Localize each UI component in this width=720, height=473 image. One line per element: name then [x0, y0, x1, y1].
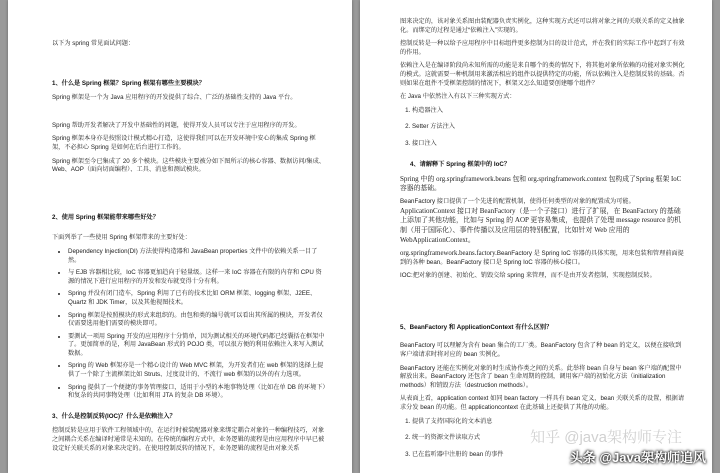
q4-p1-lead: Spring 中的	[400, 175, 437, 184]
document-page-left	[8, 0, 352, 473]
q5-paragraph-3: 从表面上看，application context 如同 bean factory 一样具有 bean 定义、bean 关联关系的设置，根据请求分发 bean 的功能。但 applicationcontext 在此基础上还提供了其他的功能。	[400, 395, 685, 412]
list-item: 1. 构造器注入	[412, 107, 686, 116]
q4-paragraph-1	[400, 175, 686, 193]
list-item: • Spring 的 Web 框架亦是一个精心设计的 Web MVC 框架，为开发者们在 web 框架的选择上提供了一个除了主流框架比如 Struts、过度设计的、不流行 web 框架的以外的有力选项。	[68, 362, 326, 379]
question-2-heading: 2、使用 Spring 框架能带来哪些好处？	[52, 213, 159, 221]
list-item: 3. 接口注入	[412, 140, 686, 149]
q4-paragraph-2	[400, 198, 686, 245]
q1-paragraph-2: Spring 帮助开发者解决了开发中基础性的问题，使得开发人员可以专注于应用程序的开发。	[52, 121, 301, 129]
q5-paragraph-1: BeanFactory 可以理解为含有 bean 集合的工厂类。BeanFactory 包含了种 bean 的定义，以便在接收到客户端请求时将对应的 bean 实例化。	[400, 342, 682, 359]
question-3-heading: 3、什么是控制反转(IOC)？什么是依赖注入？	[52, 412, 176, 420]
q4-p1-packages: org.springframework.beans 包和 org.springframework.context 包构成了Spring 框架 IoC 容器的基础。	[400, 176, 682, 193]
q1-paragraph-4: Spring 框架至今已集成了 20 多个模块。这些模块主要被分如下图所示的核心容器、数据访问/集成、Web、AOP（面向切面编程）、工具、消息和测试模块。	[52, 157, 325, 174]
ioc-paragraph-3: 依赖注入是在编译阶段尚未知所需的功能是来自哪个的类的情况下，将其他对象所依赖的功能对象实例化的模式。这就需要一种机制用来激活相应的组件以提供特定的功能，所以依赖注入是控制反转的基础。否则如果在组件不受框架控制的情况下，框架又怎么知道要创建哪个组件？	[400, 62, 685, 87]
ioc-paragraph-1: 图来决定的，该对象关系图由装配器负责实例化，这种实现方式还可以将对象之间的关联关系的定义抽象化。而绑定的过程是通过“依赖注入”实现的。	[400, 18, 685, 34]
q4-p3-package: org.springframework.beans.factory.	[400, 250, 497, 258]
question-5-heading: 5、BeanFactory 和 ApplicationContext 有什么区别？	[400, 323, 553, 331]
q4-paragraph-3	[400, 250, 686, 267]
q4-p2-rest: ApplicationContext 接口对 BeanFactory（是一个子接口）进行了扩展，在 BeanFactory 的基础上添加了其他功能，比如与 Spring 的 AOP 更容易集成，也提供了处理 message resource 的机制（用于国际化）、事件传播以及应用层的特别配置，比如针对 Web 应用的WebApplicationContext。	[400, 206, 682, 244]
q5-paragraph-2: BeanFactory 还能在实例化对象的时生成协作类之间的关系。此举将 bean 自身与 bean 客户端的配置中解放出来。BeanFactory 还包含了 bean 生命周期的控制，调用客户端的初始化方法（initialization methods）和销毁方法（destruction methods）。	[400, 364, 682, 389]
watermark: 头条 @Java架构师追风	[569, 450, 706, 466]
q3-paragraph-1: 控制反转是应用于软件工程领域中的，在运行时被装配器对象来绑定耦合对象的一种编程技巧，对象之间耦合关系在编译时通常是未知的。在传统的编程方式中，业务逻辑的流程是由应用程序中早已被设定好关联关系的对象来决定的。在使用控制反转的情况下，业务逻辑的流程是由对象关系	[52, 427, 325, 452]
list-item: • 与 EJB 容器相比较，IoC 容器更加趋向于轻量级。这样一来 IoC 容器在有限的内存和 CPU 资源的情况下进行应用程序的开发和发布就变得十分有利。	[68, 269, 326, 286]
list-item: • 要测试一项用 Spring 开发的应用程序十分简单，因为测试相关的环境代码都已经囊括在框架中了。更加简单的是，利用 JavaBean 形式的 POJO 类，可以很方便的利用依赖注入来写入测试数据。	[68, 333, 326, 359]
q4-p3-rest: BeanFactory 是 Spring IoC 容器的具体实现，用来包装和管理前面提到的各种 bean。BeanFactory 接口是 Spring IoC 容器的核心接口。	[400, 250, 684, 266]
watermark-ghost: 知乎 @java架构师专注	[530, 429, 682, 447]
q2-intro: 下面列举了一些使用 Spring 框架带来的主要好处：	[52, 234, 191, 242]
question-4-heading: 4、请解释下 Spring 框架中的 IoC？	[410, 160, 511, 168]
intro-text: 以下为 spring 常见面试问题：	[52, 40, 135, 47]
list-item: • Dependency Injection(DI) 方法使得构造器和 JavaBean properties 文件中的依赖关系一目了然。	[68, 248, 326, 265]
list-item: 3. 已在监听器中注册的 bean 的事件	[412, 451, 686, 460]
list-item: 1. 提供了支持国际化的文本消息	[412, 418, 686, 427]
benefits-list	[52, 248, 326, 401]
ioc-paragraph-2: 控制反转是一种以给予应用程序中目标组件更多控制为目的设计范式，并在我们的实际工作中起到了有效的作用。	[400, 40, 685, 56]
page-left-content	[52, 40, 326, 458]
list-item: • Spring 提供了一个便捷的事务管理接口，适用于小型的本地事物处理（比如在单 DB 的环境下）和复杂的共同事物处理（比如利用 JTA 的复杂 DB 环境）。	[68, 384, 326, 401]
q1-paragraph-3: Spring 框架本身亦是按照设计模式精心打造，这使得我们可以在开发环境中安心的集成 Spring 框架，不必担心 Spring 是如何在后台进行工作的。	[52, 135, 316, 151]
q4-p2-lead: BeanFactory 接口提供了一个先进的配置机制，使得任何类型的对象的配置成为可能。	[400, 198, 635, 206]
injection-ways-list	[400, 107, 686, 149]
list-item: 2. Setter 方法注入	[412, 123, 686, 132]
document-page-right	[360, 0, 712, 473]
ioc-paragraph-4: 在 Java 中依然注入有以下三种实现方式：	[400, 93, 516, 101]
list-item: 2. 统一的资源文件读取方式	[412, 434, 686, 443]
page-right-content	[400, 18, 686, 467]
list-item: • Spring 框架是按照模块的形式来组织的。由包和类的编号就可以看出其所属的模块，开发者仅仅需要选用他们需要的模块即可。	[68, 312, 326, 329]
q1-paragraph-1: Spring 框架是一个为 Java 应用程序的开发提供了综合、广泛的基础性支持的 Java 平台。	[52, 94, 297, 102]
q4-paragraph-4: IOC:把对象的创建、初始化、销毁交给 spring 来管理，而不是由开发者控制，实现控制反转。	[400, 272, 656, 280]
list-item: • Spring 并没有闭门造车，Spring 利用了已有的技术比如 ORM 框架、logging 框架、J2EE、Quartz 和 JDK Timer，以及其他视图技术。	[68, 290, 326, 307]
question-1-heading: 1、什么是 Spring 框架？Spring 框架有哪些主要模块？	[52, 79, 205, 87]
